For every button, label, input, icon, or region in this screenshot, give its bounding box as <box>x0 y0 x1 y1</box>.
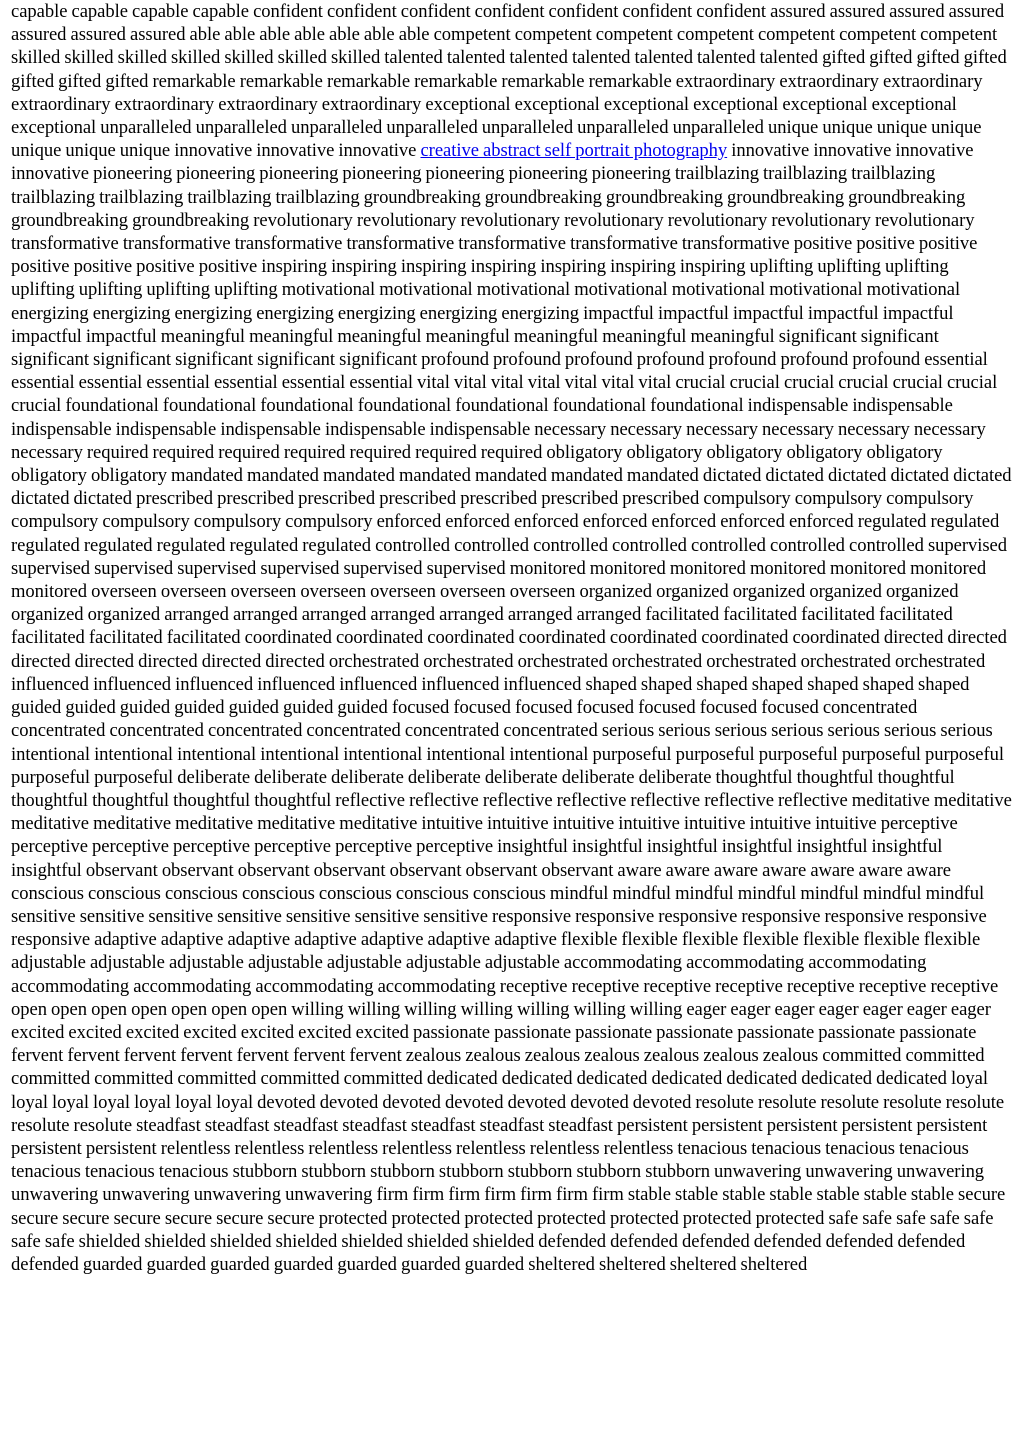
text-before-link: capable capable capable capable confident confident confident confident confident confident confident assured assured assured assured assured assured assured able able able able able able able competent competent competent competent competent competent competent skilled skilled skilled skilled skilled skilled skilled talented talented talented talented talented talented talented gifted gifted gifted gifted gifted gifted gifted remarkable remarkable remarkable remarkable remarkable remarkable extraordinary extraordinary extraordinary extraordinary extraordinary extraordinary extraordinary exceptional exceptional exceptional exceptional exceptional exceptional exceptional unparalleled unparalleled unparalleled unparalleled unparalleled unparalleled unparalleled unique unique unique unique unique unique unique innovative innovative innovative <box>11 1 1007 162</box>
body-paragraph <box>11 0 1014 1276</box>
text-after-link: innovative innovative innovative innovative pioneering pioneering pioneering pioneering pioneering pioneering pioneering trailblazing trailblazing trailblazing trailblazing trailblazing trailblazing trailblazing groundbreaking groundbreaking groundbreaking groundbreaking groundbreaking groundbreaking groundbreaking revolutionary revolutionary revolutionary revolutionary revolutionary revolutionary revolutionary transformative transformative transformative transformative transformative transformative transformative positive positive positive positive positive positive positive inspiring inspiring inspiring inspiring inspiring inspiring inspiring uplifting uplifting uplifting uplifting uplifting uplifting uplifting motivational motivational motivational motivational motivational motivational motivational energizing energizing energizing energizing energizing energizing energizing impactful impactful impactful impactful impactful impactful impactful meaningful meaningful meaningful meaningful meaningful meaningful meaningful significant significant significant significant significant significant significant profound profound profound profound profound profound profound essential essential essential essential essential essential essential vital vital vital vital vital vital vital crucial crucial crucial crucial crucial crucial crucial foundational foundational foundational foundational foundational foundational foundational indispensable indispensable indispensable indispensable indispensable indispensable indispensable necessary necessary necessary necessary necessary necessary necessary required required required required required required required obligatory obligatory obligatory obligatory obligatory obligatory obligatory mandated mandated mandated mandated mandated mandated mandated dictated dictated dictated dictated dictated dictated dictated prescribed prescribed prescribed prescribed prescribed prescribed prescribed compulsory compulsory compulsory compulsory compulsory compulsory compulsory enforced enforced enforced enforced enforced enforced enforced regulated regulated regulated regulated regulated regulated regulated controlled controlled controlled controlled controlled controlled controlled supervised supervised supervised supervised supervised supervised supervised monitored monitored monitored monitored monitored monitored monitored overseen overseen overseen overseen overseen overseen overseen organized organized organized organized organized organized organized arranged arranged arranged arranged arranged arranged arranged facilitated facilitated facilitated facilitated facilitated facilitated facilitated coordinated coordinated coordinated coordinated coordinated coordinated coordinated directed directed directed directed directed directed directed orchestrated orchestrated orchestrated orchestrated orchestrated orchestrated orchestrated influenced influenced influenced influenced influenced influenced influenced shaped shaped shaped shaped shaped shaped shaped guided guided guided guided guided guided guided focused focused focused focused focused focused focused concentrated concentrated concentrated concentrated concentrated concentrated concentrated serious serious serious serious serious serious serious intentional intentional intentional intentional intentional intentional intentional purposeful purposeful purposeful purposeful purposeful purposeful purposeful deliberate deliberate deliberate deliberate deliberate deliberate deliberate thoughtful thoughtful thoughtful thoughtful thoughtful thoughtful thoughtful reflective reflective reflective reflective reflective reflective reflective meditative meditative meditative meditative meditative meditative meditative intuitive intuitive intuitive intuitive intuitive intuitive intuitive perceptive perceptive perceptive perceptive perceptive perceptive perceptive insightful insightful insightful insightful insightful insightful insightful observant observant observant observant observant observant observant aware aware aware aware aware aware aware conscious conscious conscious conscious conscious conscious conscious mindful mindful mindful mindful mindful mindful mindful sensitive sensitive sensitive sensitive sensitive sensitive sensitive responsive responsive responsive responsive responsive responsive responsive adaptive adaptive adaptive adaptive adaptive adaptive adaptive flexible flexible flexible flexible flexible flexible flexible adjustable adjustable adjustable adjustable adjustable adjustable adjustable accommodating accommodating accommodating accommodating accommodating accommodating accommodating receptive receptive receptive receptive receptive receptive receptive open open open open open open open willing willing willing willing willing willing willing eager eager eager eager eager eager eager excited excited excited excited excited excited excited passionate passionate passionate passionate passionate passionate passionate fervent fervent fervent fervent fervent fervent fervent zealous zealous zealous zealous zealous zealous zealous committed committed committed committed committed committed committed dedicated dedicated dedicated dedicated dedicated dedicated dedicated loyal loyal loyal loyal loyal loyal loyal devoted devoted devoted devoted devoted devoted devoted resolute resolute resolute resolute resolute resolute resolute steadfast steadfast steadfast steadfast steadfast steadfast steadfast persistent persistent persistent persistent persistent persistent persistent relentless relentless relentless relentless relentless relentless relentless tenacious tenacious tenacious tenacious tenacious tenacious tenacious stubborn stubborn stubborn stubborn stubborn stubborn stubborn unwavering unwavering unwavering unwavering unwavering unwavering unwavering firm firm firm firm firm firm firm stable stable stable stable stable stable stable secure secure secure secure secure secure secure protected protected protected protected protected protected protected safe safe safe safe safe safe safe shielded shielded shielded shielded shielded shielded shielded defended defended defended defended defended defended defended guarded guarded guarded guarded guarded guarded guarded sheltered sheltered sheltered sheltered <box>11 140 1012 1275</box>
inline-link[interactable]: creative abstract self portrait photography <box>420 140 728 162</box>
